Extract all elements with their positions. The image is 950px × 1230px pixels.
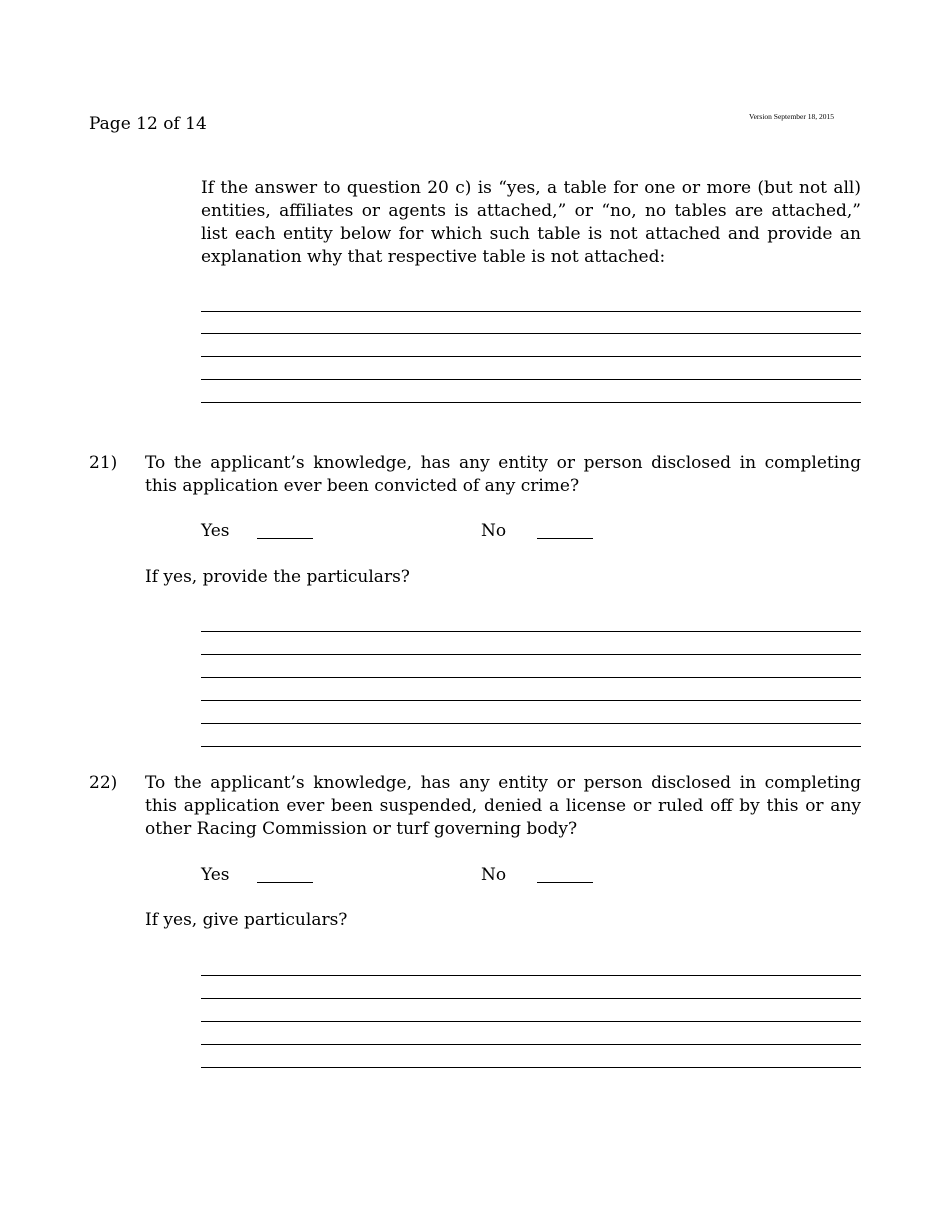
question-21-no-label: No — [481, 521, 507, 541]
question-22-no-blank[interactable] — [537, 882, 593, 883]
question-21-answer-line[interactable] — [201, 677, 861, 678]
question-21-line: this application ever been convicted of any crime? — [145, 476, 580, 496]
question-22-answer-line[interactable] — [201, 975, 861, 976]
page-number: Page 12 of 14 — [89, 114, 207, 134]
question-22-answer-line[interactable] — [201, 998, 861, 999]
question-22-line: other Racing Commission or turf governing body? — [145, 819, 578, 839]
question-22-answer-line[interactable] — [201, 1067, 861, 1068]
question-22-line: To the applicant’s knowledge, has any entity or person disclosed in completing — [145, 773, 861, 793]
question-22-no-label: No — [481, 865, 507, 885]
question-21-answer-line[interactable] — [201, 700, 861, 701]
intro-answer-line[interactable] — [201, 356, 861, 357]
intro-line: If the answer to question 20 c) is “yes, a table for one or more (but not all) — [201, 178, 861, 198]
intro-answer-line[interactable] — [201, 311, 861, 312]
question-22-answer-line[interactable] — [201, 1044, 861, 1045]
intro-answer-line[interactable] — [201, 333, 861, 334]
question-21-yes-label: Yes — [201, 521, 230, 541]
question-22-answer-line[interactable] — [201, 1021, 861, 1022]
question-21-followup: If yes, provide the particulars? — [145, 567, 410, 587]
intro-line: list each entity below for which such table is not attached and provide an — [201, 224, 861, 244]
question-21-number: 21) — [89, 453, 118, 473]
question-21-yes-blank[interactable] — [257, 538, 313, 539]
question-21-answer-line[interactable] — [201, 654, 861, 655]
version-date: Version September 18, 2015 — [749, 112, 834, 121]
question-21-no-blank[interactable] — [537, 538, 593, 539]
intro-line: explanation why that respective table is not attached: — [201, 247, 666, 267]
intro-paragraph — [201, 177, 861, 269]
question-21-line: To the applicant’s knowledge, has any entity or person disclosed in completing — [145, 453, 861, 473]
intro-line: entities, affiliates or agents is attached,” or “no, no tables are attached,” — [201, 201, 861, 221]
question-22-text — [145, 772, 861, 841]
question-22-line: this application ever been suspended, denied a license or ruled off by this or any — [145, 796, 861, 816]
intro-answer-line[interactable] — [201, 402, 861, 403]
question-21-answer-line[interactable] — [201, 746, 861, 747]
question-22-yes-label: Yes — [201, 865, 230, 885]
question-22-number: 22) — [89, 773, 118, 793]
question-22-followup: If yes, give particulars? — [145, 910, 348, 930]
question-21-text — [145, 452, 861, 498]
intro-answer-line[interactable] — [201, 379, 861, 380]
question-21-answer-line[interactable] — [201, 631, 861, 632]
question-22-yes-blank[interactable] — [257, 882, 313, 883]
question-21-answer-line[interactable] — [201, 723, 861, 724]
